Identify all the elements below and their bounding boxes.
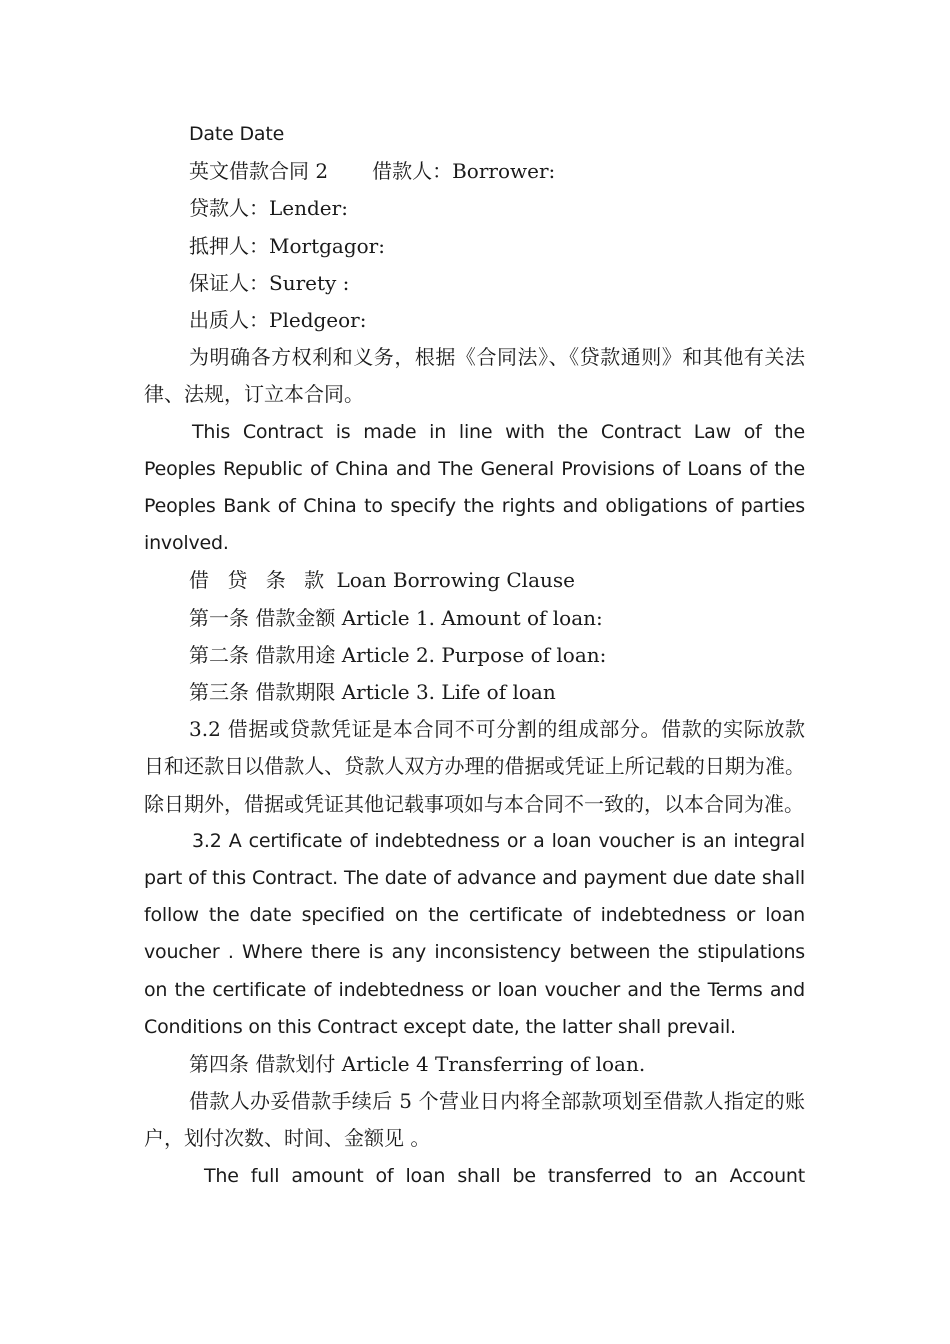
article-2-heading: 第二条 借款用途 Article 2. Purpose of loan: — [189, 642, 607, 667]
article-3-heading: 第三条 借款期限 Article 3. Life of loan — [189, 680, 556, 705]
clause-3-2-english-block — [144, 823, 805, 1046]
article-4-english: The full amount of loan shall be transferred to an Account — [204, 1164, 805, 1187]
pledgeor-party: 出质人：Pledgeor: — [189, 308, 367, 333]
section-heading-english: Loan Borrowing Clause — [336, 568, 575, 593]
lender-party: 贷款人：Lender: — [189, 196, 348, 221]
mortgagor-party: 抵押人：Mortgagor: — [189, 233, 385, 258]
clause-3-2-chinese: 3.2 借据或贷款凭证是本合同不可分割的组成部分。借款的实际放款日和还款日以借款人、贷款人双方办理的借据或凭证上所记载的日期为准。除日期外，借据或凭证其他记载事项如与本合同不一致的，以本合同为准。 — [144, 717, 805, 816]
preamble-english: This Contract is made in line with the Contract Law of the Peoples Republic of China and The General Provisions of Loans of the Peoples Bank of China to specify the rights and obligations of parties involved. — [144, 420, 805, 555]
section-heading-chinese: 借 贷 条 款 — [189, 568, 331, 593]
article-1-heading: 第一条 借款金额 Article 1. Amount of loan: — [189, 605, 603, 630]
preamble-english-block — [144, 414, 805, 563]
clause-3-2-english: 3.2 A certificate of indebtedness or a loan voucher is an integral part of this Contract. The date of advance and payment due date shall follow the date specified on the certificate of indebtedness or loan voucher . Where there is any inconsistency between the stipulations on the certificate of indebtedness or loan voucher and the Terms and Conditions on this Contract except date, the latter shall prevail. — [144, 829, 805, 1038]
title-line — [144, 153, 805, 190]
document-body — [144, 116, 805, 1195]
date-line: Date Date — [189, 123, 285, 145]
section-heading — [144, 562, 805, 599]
article-4-english-block — [144, 1158, 805, 1195]
article-4-heading: 第四条 借款划付 Article 4 Transferring of loan. — [189, 1052, 646, 1077]
preamble-chinese: 为明确各方权利和义务，根据《合同法》、《贷款通则》和其他有关法律、法规，订立本合同。 — [144, 345, 805, 407]
contract-title: 英文借款合同 2 — [189, 159, 329, 184]
article-4-chinese: 借款人办妥借款手续后 5 个营业日内将全部款项划至借款人指定的账户，划付次数、时间、金额见 。 — [144, 1089, 805, 1151]
borrower-party: 借款人：Borrower: — [372, 159, 556, 184]
surety-party: 保证人：Surety : — [189, 270, 350, 295]
